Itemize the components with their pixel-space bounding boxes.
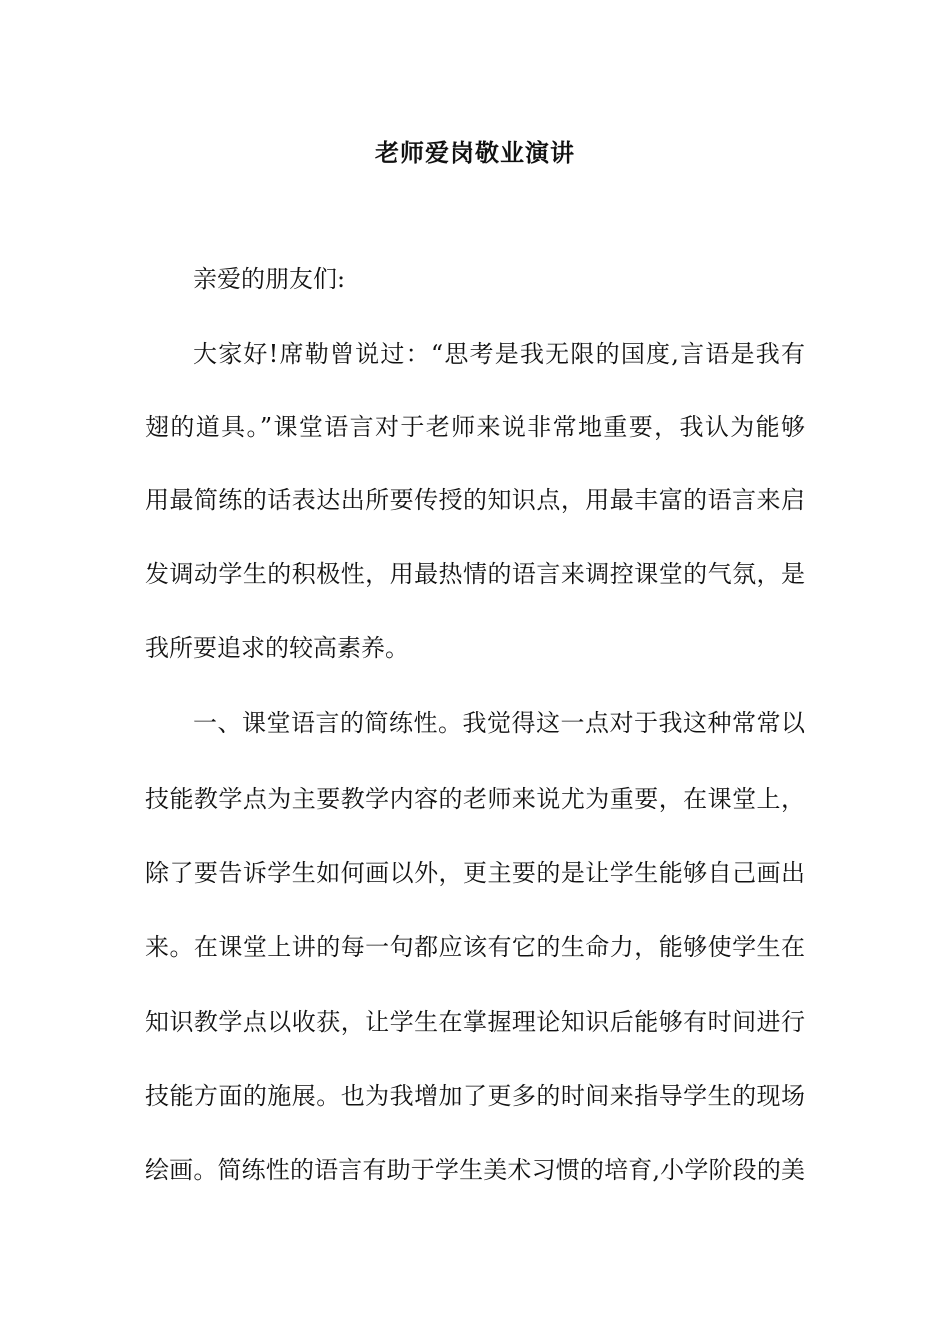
paragraph-line: 大家好!席勒曾说过：“思考是我无限的国度,言语是我有: [193, 340, 805, 368]
paragraph-line: 翅的道具。”课堂语言对于老师来说非常地重要，我认为能够: [145, 413, 805, 441]
paragraph-line: 技能方面的施展。也为我增加了更多的时间来指导学生的现场: [145, 1082, 805, 1110]
paragraph-line: 一、课堂语言的简练性。我觉得这一点对于我这种常常以: [193, 709, 805, 737]
paragraph-line: 技能教学点为主要教学内容的老师来说尤为重要，在课堂上，: [145, 785, 805, 813]
paragraph-line: 亲爱的朋友们:: [193, 265, 346, 293]
paragraph-line: 除了要告诉学生如何画以外，更主要的是让学生能够自己画出: [145, 859, 805, 887]
paragraph-line: 用最简练的话表达出所要传授的知识点，用最丰富的语言来启: [145, 486, 805, 514]
paragraph-line: 知识教学点以收获，让学生在掌握理论知识后能够有时间进行: [145, 1008, 805, 1036]
paragraph-line: 我所要追求的较高素养。: [145, 634, 409, 662]
paragraph-line: 来。在课堂上讲的每一句都应该有它的生命力，能够使学生在: [145, 933, 805, 961]
document-title: 老师爱岗敬业演讲: [375, 138, 575, 167]
paragraph-line: 绘画。简练性的语言有助于学生美术习惯的培育,小学阶段的美: [145, 1156, 805, 1184]
paragraph-line: 发调动学生的积极性，用最热情的语言来调控课堂的气氛，是: [145, 560, 805, 588]
